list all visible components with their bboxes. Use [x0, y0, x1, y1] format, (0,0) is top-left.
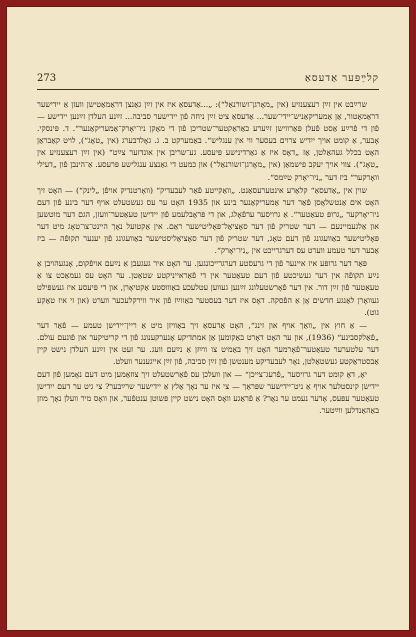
- running-head: קלײַפּער אַדעסאַ: [304, 73, 379, 84]
- paragraph: — אַ חוץ אין „וואַך אויף און זינג“, האָט אַדעסאַ זיך באַוויזן מיט אַ ריין־יידישן טעמע — פֿאַר דער „פֿאַלקסבינע“ (1936), און ער האָט דאָרט באַקומען אַן אמתדיקע אָנערקענונג פֿון די קריטיקער און פֿונעם עולם. דער עלטערער טעאַטער־פֿאָרמער האָט זיך באַמיט צו ווײַזן אַ נײַעם וועג. ער זעט אין זײַנע העלדן נישט קיין אַבסטראַקטע געשטאַלטן, נאָר לעבעדיקע מענטשן פֿון זײַן סביבה, פֿון זײַן אייגענער וועלט.: [37, 320, 379, 366]
- paragraph: שוין אין „אַדעסאַ“ קלאַרע אינטערעסאַנט. „וואַקייטע פֿאַר לעבעדיק“ (וואָרטנדיק אויפֿן „לינק“) — האָט זיך האָט אים אַנטשלאָסן פֿאַר דער אַמעריקאַנער בינע און 1935 האָט ער עס געשטעלט אויף דער בינע פֿון דעם ניו־יאָרקער „גרופּ טעאַטער“. אַ גרויסער ערפֿאָלג, און די פּראָבלעמע פֿון יידישן טעאַטער־וועזן, הגם דער מוטשען און אַלגעמיינעם — דער שטריק פֿון דער סאָציאַל־פּאָליטישער ראַם. אין אַקטועל נאָך היינט־צו־טאָג מיט דער פּאָליטישער באַוועגונג פֿון דעם טאָג, דער שטריק פֿון דער סאָציאַליסטישער באַוועגונג פֿון יענער תקופֿה — ביז אַבער דער טעמע ווערט עס דערגרייכט אין „ניו־יאָרק“.: [37, 185, 379, 256]
- paragraph: שרײַבט אין זײַן רעצענזיע (אין „מאָרגן־זשורנאַל“): „...אַדעסאַ איז אין זײַן גאַנצן דראַמאַטישן וועזן אַ יידישער דראַמאַטור, אַן אַמעריקאַניש־יידי־שער... אַדעסאַ ציט זײַן ניחה פֿון יידישער סביבה... זײַנע העלדן זײַנען יידישע — פֿון די פֿרײַע אַסט פֿעלן פּאַרווישן זײַערע כאַראַקטער־שטריכן פֿון די מאָקן ניו־יאָרק־אַמעריקאַנער“. ד. פּינסקי. אָבער, אַ קומט אויך ייִדיש צרוים בעסער ווי אין ענגליש“. באַמערקט ב. ג. גאָלדבערג (אין „טאָג“), לויט קאַבראַן האָט בכלל געהאַלטן, אַז „דאָס איז אַ גאַרדינישע פּיעסע. גע־שריבן אין אונדזער צײַט“ (אין זײַן רעצענזיע אין „טאָג“). צווי אויך יעקב פישמאַן (אין „מאָרגן־זשורנאַל“) און כמעט די גאַנצע ענגלישע פּרעסע. אַ־הינבן פֿון „דעילי וואָרקער“ ביז דער „ניו־יאָרק טײַמס“.: [37, 100, 379, 182]
- book-page: [6, 6, 410, 631]
- page-header: [37, 73, 379, 90]
- paragraph: יאָ, דאָ קומט דער גרויסער „פֿרעג־צייכן“ — און וועלכן עס פֿאַרשטעלט זיך צוזאַמען מיט דעם נאָמען פֿון דעם יידישן קינסטלער אויף אַ ניט־יידישער שפּראַך — צי איז ער נאָך אַלץ אַ יידישער שרײַבער? צי גיט ער דעם ייִדישן טעאַטער עפּעס, אָדער נעמט ער נאָר? אַ פֿראַגע וואָס האָט נישט קיין פּשוטן ענטפֿער, און וואָס מיר וועלן נאָך מוזן באַהאַנדלען ווײַטער.: [37, 370, 379, 416]
- body-text: [37, 99, 379, 604]
- paragraph: פּאַר דער גרופּע איז איינער פֿון די גרעסטע דערגרייכונגען. ער האָט איר געגעבן אַ נײַעם אויפֿקום, אָנגעהויבן אַ נײַע תקופֿה אין דער געשיכטע פֿון דעם טעאַטער אין די פֿאַראייניקטע שטאַטן. ער האָט עס געמאַכט צו אַ טעאַטער פֿון זײַן דור. אין דער פֿאָרשטעלונג זײַנען געווען עטלעכע באַוווּסטע אַקטיאָרן, און די פּיעסע איז געשפּילט געוואָרן לאַנגע חדשים אָן אַ הפֿסקה. דאָס איז דער בעסטער באַווײַז פֿון איר ווירקלעכער ווערט (און זי איז טאַקע גוט).: [37, 259, 379, 317]
- page-number: 273: [37, 73, 57, 84]
